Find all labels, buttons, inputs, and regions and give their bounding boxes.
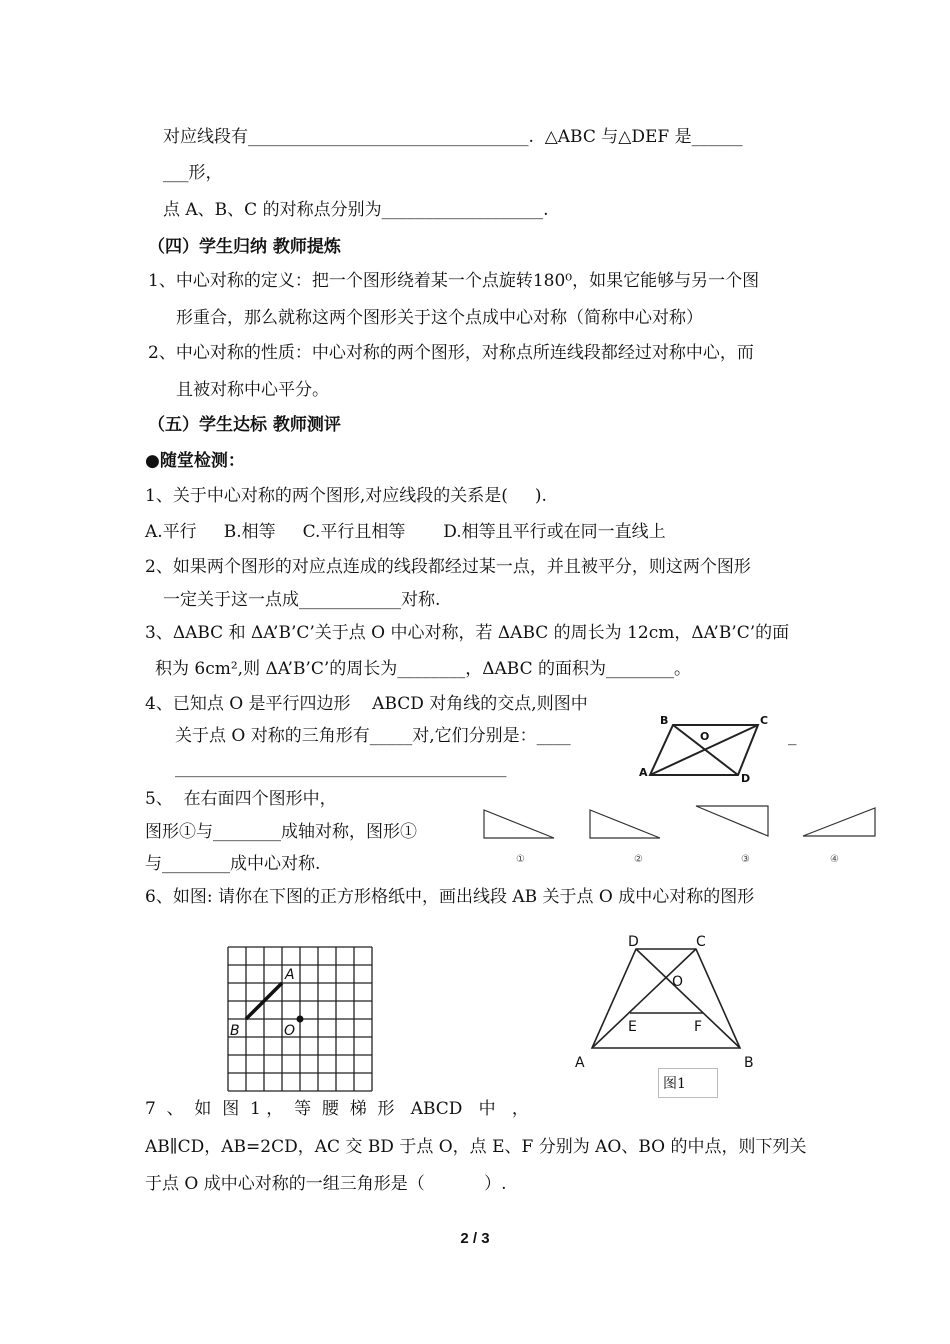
question-3-line-1: 3、ΔABC 和 ΔA’B’C’关于点 O 中心对称，若 ΔABC 的周长为 12cm，ΔA’B’C’的面 (145, 623, 790, 643)
section-5-heading: （五）学生达标 教师测评 (148, 415, 341, 435)
diagonal-ac (592, 949, 696, 1048)
trap-label-a: A (575, 1055, 585, 1071)
property-line-1: 2、中心对称的性质：中心对称的两个图形，对称点所连线段都经过对称中心，而 (148, 343, 754, 363)
label-c: C (760, 714, 769, 727)
figure-1-caption: 图1 (658, 1068, 718, 1098)
triangle-2-label: ② (634, 854, 643, 865)
question-7-line-1: 7 、 如 图 1 ， 等 腰 梯 形 ABCD 中 ， (145, 1099, 529, 1119)
trap-label-e: E (628, 1019, 637, 1035)
triangle-4-label: ④ (830, 854, 839, 865)
diagonal-bd (636, 949, 740, 1048)
triangle-2 (590, 810, 660, 838)
triangle-3-label: ③ (741, 854, 750, 865)
question-7-line-3: 于点 O 成中心对称的一组三角形是（ ）. (145, 1174, 507, 1194)
question-7-line-2: AB∥CD，AB=2CD，AC 交 BD 于点 O，点 E、F 分别为 AO、BO 的中点，则下列关 (145, 1137, 807, 1157)
trap-label-b: B (744, 1055, 754, 1071)
definition-line-1: 1、中心对称的定义：把一个图形绕着某一个点旋转180⁰，如果它能够与另一个图 (148, 271, 760, 291)
label-b: B (660, 714, 669, 727)
intro-line-2: ___形， (163, 163, 223, 183)
triangle-1 (484, 810, 554, 838)
grid-label-o: O (284, 1023, 296, 1039)
question-4-tail: _ (788, 726, 797, 746)
parallelogram-figure (638, 710, 778, 790)
trapezoid-figure (570, 932, 770, 1072)
triangle-3 (696, 806, 768, 836)
label-o: O (700, 730, 710, 743)
four-triangles-figure (478, 802, 878, 872)
trap-label-c: C (696, 934, 706, 950)
section-4-heading: （四）学生归纳 教师提炼 (148, 237, 341, 257)
question-2-line-1: 2、如果两个图形的对应点连成的线段都经过某一点，并且被平分，则这两个图形 (145, 557, 751, 577)
question-1: 1、关于中心对称的两个图形,对应线段的关系是( ). (145, 486, 547, 506)
intro-line-3: 点 A、B、C 的对称点分别为___________________. (163, 200, 549, 220)
triangle-1-label: ① (516, 854, 525, 865)
question-4-line-1: 4、已知点 O 是平行四边形 ABCD 对角线的交点,则图中 (145, 694, 588, 714)
question-4-line-3: _______________________________________ (175, 758, 507, 778)
question-5-line-2: 图形①与________成轴对称，图形① (145, 822, 417, 842)
quiz-subheading: ●随堂检测： (145, 451, 245, 471)
question-1-options: A.平行 B.相等 C.平行且相等 D.相等且平行或在同一直线上 (145, 522, 666, 542)
question-4-line-2: 关于点 O 对称的三角形有_____对,它们分别是：____ (175, 726, 571, 746)
property-line-2: 且被对称中心平分。 (176, 380, 329, 400)
question-6: 6、如图: 请你在下图的正方形格纸中，画出线段 AB 关于点 O 成中心对称的图形 (145, 887, 755, 907)
grid-label-b: B (230, 1023, 240, 1039)
question-3-line-2: 积为 6cm²,则 ΔA’B’C’的周长为________，ΔABC 的面积为________。 (155, 659, 692, 679)
label-a: A (639, 766, 648, 779)
trap-label-o: O (672, 974, 684, 990)
trap-label-d: D (628, 934, 639, 950)
trap-label-f: F (694, 1019, 703, 1035)
grid-label-a: A (285, 967, 295, 983)
definition-line-2: 形重合，那么就称这两个图形关于这个点成中心对称（简称中心对称） (176, 308, 703, 328)
label-d: D (741, 772, 751, 785)
intro-line-1: 对应线段有_________________________________. △ABC 与△DEF 是______ (163, 127, 743, 147)
grid-figure (226, 945, 376, 1095)
question-5-line-1: 5、 在右面四个图形中， (145, 789, 337, 809)
question-2-line-2: 一定关于这一点成____________对称. (163, 590, 441, 610)
triangle-4 (803, 808, 875, 836)
question-5-line-3: 与________成中心对称. (145, 854, 321, 874)
trapezoid-outline (592, 949, 740, 1048)
point-o (297, 1016, 304, 1023)
page-number: 2 / 3 (460, 1230, 490, 1247)
